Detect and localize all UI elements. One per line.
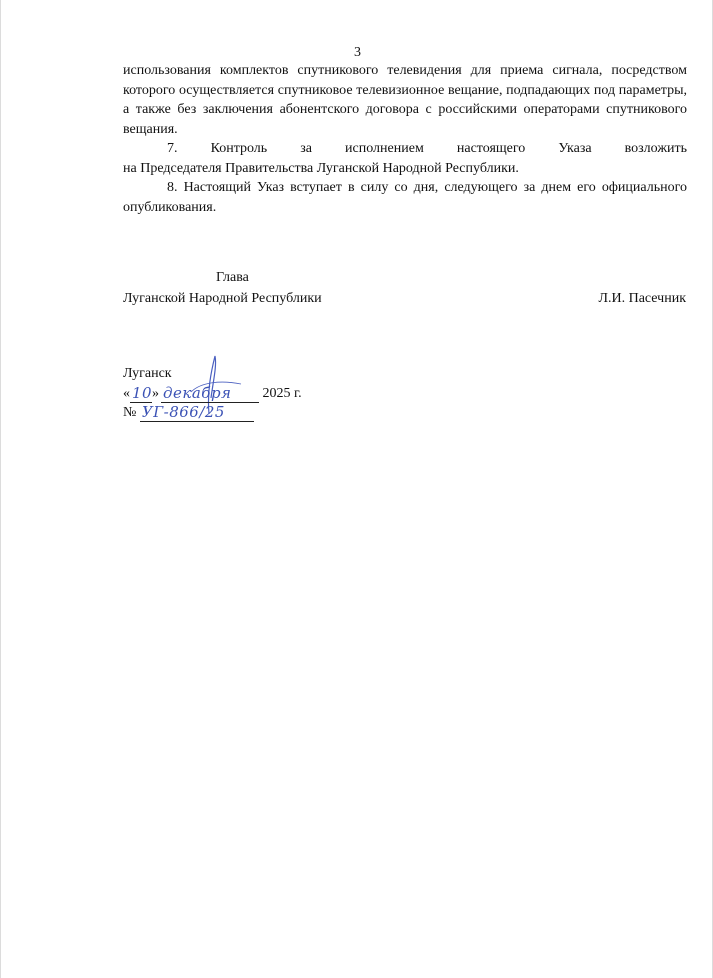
date-day-handwritten: 10 bbox=[132, 384, 153, 402]
date-quote-close: » bbox=[152, 386, 159, 401]
document-body bbox=[123, 61, 687, 217]
signatory-organization: Луганской Народной Республики bbox=[123, 291, 322, 306]
paragraph-7-line-2: на Председателя Правительства Луганской Народной Республики. bbox=[123, 160, 519, 176]
paragraph-6-continuation: использования комплектов спутникового телевидения для приема сигнала, посредством которого осуществляется спутниковое телевизионное вещание, подпадающих под параметры, а также без заключения абонентского договора с российскими операторами спутникового вещания. bbox=[123, 63, 687, 137]
number-field bbox=[140, 405, 254, 422]
signatory-title: Глава bbox=[216, 270, 249, 285]
paragraph-8: 8. Настоящий Указ вступает в силу со дня, следующего за днем его официального опубликования. bbox=[123, 180, 687, 215]
date-year: 2025 г. bbox=[262, 386, 302, 401]
number-handwritten: УГ-866/25 bbox=[141, 403, 225, 421]
date-day-field bbox=[130, 386, 152, 403]
issue-city: Луганск bbox=[123, 366, 172, 381]
date-month-field bbox=[161, 386, 259, 403]
number-prefix: № bbox=[123, 405, 137, 420]
paragraph-7-line-1: 7. Контроль за исполнением настоящего Указа возложить bbox=[167, 141, 687, 156]
issue-date-line bbox=[123, 384, 302, 403]
date-month-handwritten: декабря bbox=[163, 384, 232, 402]
issue-number-line bbox=[123, 403, 254, 422]
page-number: 3 bbox=[354, 45, 361, 60]
signatory-name: Л.И. Пасечник bbox=[598, 291, 686, 306]
date-quote-open: « bbox=[123, 386, 130, 401]
